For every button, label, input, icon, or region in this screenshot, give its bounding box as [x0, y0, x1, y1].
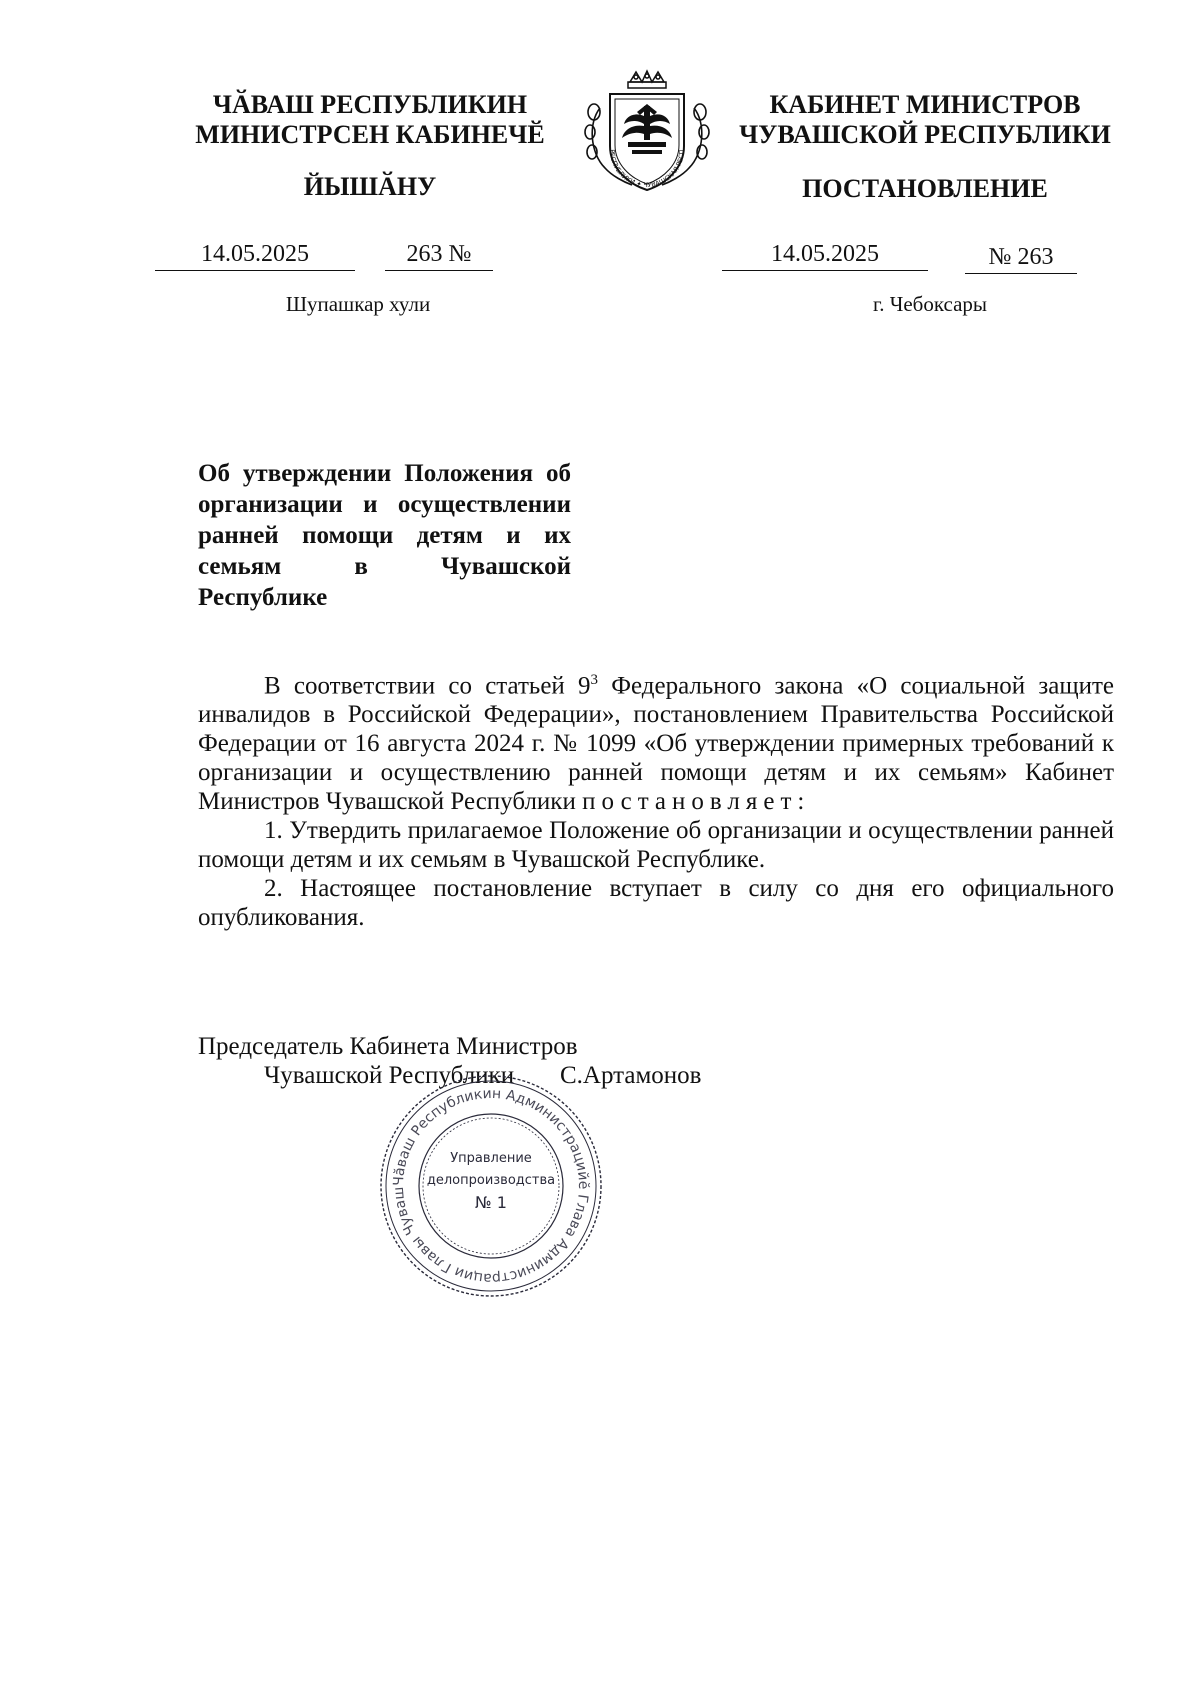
preamble-text-a: В соответствии со статьей 9: [264, 672, 591, 700]
header-left-line2: МИНИСТРСЕН КАБИНЕЧӖ: [195, 120, 545, 149]
emblem-motto: РЕСПУБЛИКИ ✦ ЧУВАШСКАЯ РЕСП: [607, 149, 687, 190]
document-body: [198, 666, 1114, 932]
left-date-field: 14.05.2025: [155, 240, 355, 271]
resolve-word: постановляет:: [582, 788, 811, 816]
item-2: 2. Настоящее постановление вступает в силу со дня его официального опубликования.: [198, 875, 1114, 932]
header-left-title: [175, 90, 565, 150]
right-number-field: № 263: [965, 243, 1077, 274]
official-stamp-icon: [375, 1070, 607, 1302]
signature-position-line1: Председатель Кабинета Министров: [198, 1033, 578, 1060]
item-1: 1. Утвердить прилагаемое Положение об организации и осуществлении ранней помощи детям и их семьям в Чувашской Республике.: [198, 817, 1114, 874]
preamble-text-b: Федерального закона «О социальной защите инвалидов в Российской Федерации», постановлением Правительства Российской Федерации от 16 августа 2024 г. № 1099 «Об утверждении примерных требований к организации и осуществлению ранней помощи детям и их семьям» Кабинет Министров Чувашской Республики: [198, 672, 1115, 816]
header-right-line1: КАБИНЕТ МИНИСТРОВ: [769, 90, 1081, 119]
right-place: г. Чебоксары: [872, 292, 988, 316]
document-title: Об утверждении Положения об организации и осуществлении ранней помощи детям и их семьям в Чувашской Республике: [198, 460, 571, 611]
stamp-inner-line2: делопроизводства: [426, 1173, 556, 1188]
left-number-field: 263 №: [385, 240, 493, 271]
preamble-superscript: 3: [590, 672, 599, 688]
stamp-inner-line1: Управление: [450, 1151, 532, 1166]
emblem-icon: [580, 68, 714, 202]
doctype-right: ПОСТАНОВЛЕНИЕ: [802, 174, 1048, 203]
stamp-outer-text: Чăваш Республикин Администрацийĕ Глава Администрации Главы Чуваш: [390, 1085, 592, 1287]
doctype-left: ЙЫШӐНУ: [303, 172, 437, 201]
header-left-line1: ЧӐВАШ РЕСПУБЛИКИН: [212, 90, 528, 119]
stamp-inner-line3: № 1: [475, 1193, 507, 1212]
signature-position-line2: Чувашской Республики: [264, 1062, 515, 1089]
signature-name: С.Артамонов: [560, 1062, 702, 1089]
right-date-field: 14.05.2025: [722, 240, 928, 271]
header-right-line2: ЧУВАШСКОЙ РЕСПУБЛИКИ: [739, 120, 1111, 149]
header-right-title: [730, 90, 1120, 150]
preamble-paragraph: [198, 666, 1114, 816]
left-place: Шупашкар хули: [285, 292, 431, 316]
